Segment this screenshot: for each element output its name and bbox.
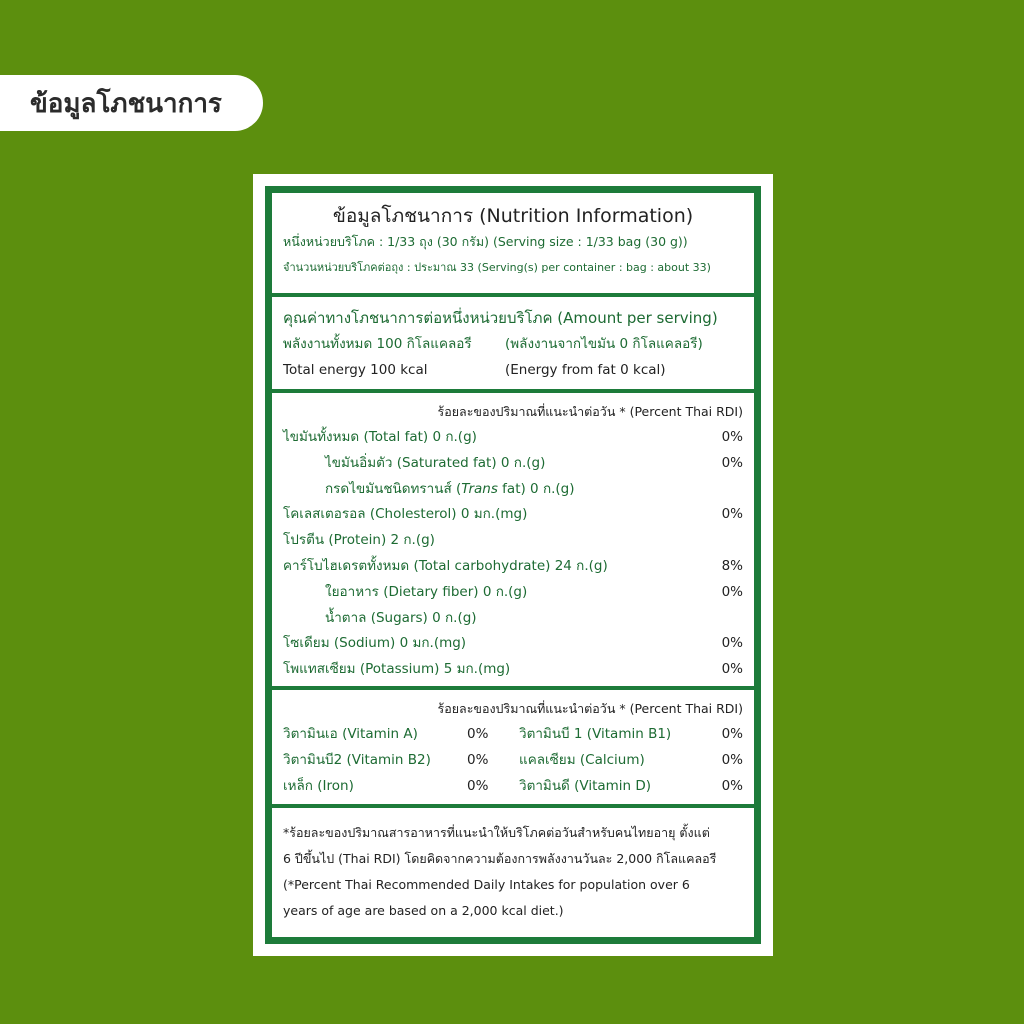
label-title: ข้อมูลโภชนาการ (Nutrition Information): [332, 205, 694, 227]
nutrient-row-dietary-fiber: [283, 580, 743, 606]
nutrient-label: ไขมันทั้งหมด (Total fat) 0 ก.(g): [283, 429, 477, 445]
nutrient-label: โซเดียม (Sodium) 0 มก.(mg): [283, 635, 467, 652]
footnote-thai-line-2: 6 ปีขึ้นไป (Thai RDI) โดยคิดจากความต้องการพลังงานวันละ 2,000 กิโลแคลอรี: [283, 851, 717, 866]
nutrient-row-cholesterol: [283, 502, 743, 528]
vitamin-label: วิตามินบี 1 (Vitamin B1): [519, 726, 672, 742]
trans-fat-label-start: กรดไขมันชนิดทรานส์ (: [325, 480, 462, 497]
nutrient-percent: [713, 528, 743, 554]
nutrition-label-frame: [265, 186, 761, 944]
energy-from-fat-thai: (พลังงานจากไขมัน 0 กิโลแคลอรี): [505, 336, 703, 352]
nutrient-percent: 0%: [721, 454, 743, 471]
vitamin-label: วิตามินบี2 (Vitamin B2): [283, 751, 431, 768]
vitamin-percent: 0%: [467, 777, 489, 794]
footnote-english-line-1: (*Percent Thai Recommended Daily Intakes for population over 6: [283, 877, 690, 892]
vitamin-percent: 0%: [467, 751, 489, 768]
nutrient-label: โพแทสเซียม (Potassium) 5 มก.(mg): [283, 661, 511, 678]
total-energy-english: Total energy 100 kcal: [283, 362, 428, 378]
vitamin-percent: 0%: [467, 726, 489, 742]
serving-size-line: หนึ่งหน่วยบริโภค : 1/33 ถุง (30 กรัม) (Serving size : 1/33 bag (30 g)): [283, 234, 688, 249]
nutrient-percent: 0%: [721, 635, 743, 652]
page-title: ข้อมูลโภชนาการ: [30, 88, 222, 119]
nutrient-percent: [713, 606, 743, 632]
footnote-thai-line-1: *ร้อยละของปริมาณสารอาหารที่แนะนำให้บริโภคต่อวันสำหรับคนไทยอายุ ตั้งแต่: [283, 825, 710, 840]
footnote-section: [272, 808, 754, 937]
vitamin-percent: 0%: [721, 751, 743, 768]
page-title-tab: [0, 75, 263, 131]
vitamin-label: แคลเซียม (Calcium): [519, 751, 645, 768]
nutrient-percent: 0%: [721, 661, 743, 678]
nutrient-percent: 8%: [721, 557, 743, 574]
nutrient-label: น้ำตาล (Sugars) 0 ก.(g): [325, 609, 477, 626]
vitamin-percent: 0%: [721, 777, 743, 794]
footnote-english-line-2: years of age are based on a 2,000 kcal diet.): [283, 903, 564, 918]
nutrient-row-total-carbohydrate: [283, 554, 743, 580]
vitamin-label: วิตามินเอ (Vitamin A): [283, 726, 418, 742]
vitamins-section: [272, 690, 754, 804]
nutrient-row-total-fat: [283, 425, 743, 451]
nutrient-label: โปรตีน (Protein) 2 ก.(g): [283, 532, 435, 549]
nutrient-label: คาร์โบไฮเดรตทั้งหมด (Total carbohydrate) 24 ก.(g): [283, 557, 608, 574]
energy-from-fat-english: (Energy from fat 0 kcal): [505, 362, 666, 378]
vitamin-percent: 0%: [721, 726, 743, 742]
energy-row-english: [283, 357, 743, 383]
servings-per-container-line: จำนวนหน่วยบริโภคต่อถุง : ประมาณ 33 (Serving(s) per container : bag : about 33): [283, 261, 711, 274]
nutrient-row-sodium: [283, 631, 743, 657]
nutrient-row-protein: [283, 528, 743, 554]
nutrient-label: ไขมันอิ่มตัว (Saturated fat) 0 ก.(g): [325, 454, 546, 471]
vitamin-label: เหล็ก (Iron): [283, 777, 354, 794]
nutrient-percent: 0%: [721, 583, 743, 600]
nutrient-label: [283, 477, 575, 503]
vitamin-label: วิตามินดี (Vitamin D): [519, 777, 652, 794]
trans-fat-label-end: fat) 0 ก.(g): [497, 480, 575, 497]
vitamin-grid: [283, 722, 743, 799]
nutrient-label: ใยอาหาร (Dietary fiber) 0 ก.(g): [325, 583, 528, 600]
label-header: [272, 193, 754, 293]
nutrient-row-sugars: [283, 606, 743, 632]
nutrient-row-trans-fat: [283, 477, 743, 503]
nutrient-row-potassium: [283, 657, 743, 683]
amount-per-serving-heading: คุณค่าทางโภชนาการต่อหนึ่งหน่วยบริโภค (Amount per serving): [283, 309, 718, 327]
percent-rdi-heading: ร้อยละของปริมาณที่แนะนำต่อวัน * (Percent Thai RDI): [437, 701, 743, 716]
nutrients-section: [272, 393, 754, 686]
nutrient-label: โคเลสเตอรอล (Cholesterol) 0 มก.(mg): [283, 506, 528, 523]
trans-fat-label-italic: Trans: [461, 480, 498, 497]
nutrient-percent: [713, 477, 743, 503]
nutrient-row-saturated-fat: [283, 451, 743, 477]
energy-section: [272, 297, 754, 389]
nutrition-label-card: [253, 174, 773, 956]
nutrient-percent: 0%: [721, 429, 743, 445]
energy-row-thai: [283, 331, 743, 357]
percent-rdi-heading: ร้อยละของปริมาณที่แนะนำต่อวัน * (Percent Thai RDI): [437, 404, 743, 419]
nutrient-percent: 0%: [721, 506, 743, 523]
total-energy-thai: พลังงานทั้งหมด 100 กิโลแคลอรี: [283, 336, 472, 352]
